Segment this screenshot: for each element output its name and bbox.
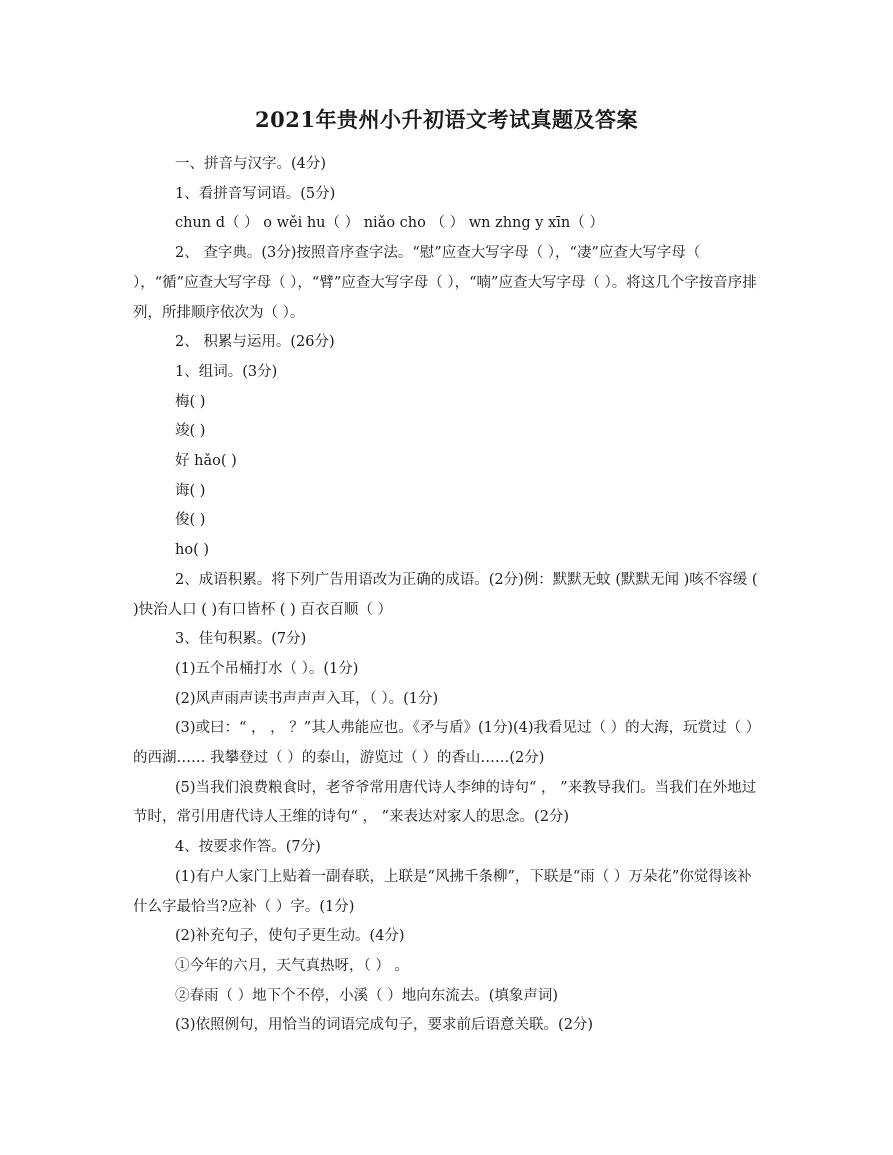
document-body (133, 150, 763, 1041)
question-dictionary: 2、 查字典。(3分)按照音序查字法。“慰”应查大写字母（ ），“凄”应查大写字母（ ），“循”应查大写字母（ ），“臂”应查大写字母（ ），“喃”应查大写字母（ ）。将这几个字按音序排列，所排顺序依次为（ ）。 (133, 245, 757, 321)
question-pinyin-words: 1、看拼音写词语。(5分) (175, 185, 336, 202)
pinyin-line: chun d（ ） o wěi hu（ ） niǎo cho （ ） wn zhng y xīn（ ） (175, 215, 604, 232)
word-item: 竣( ) (175, 423, 206, 440)
sentence-item: ①今年的六月，天气真热呀，（ ） 。 (175, 957, 409, 974)
word-item: 好 hǎo( ) (175, 453, 237, 470)
section-heading-pinyin: 一、拼音与汉字。(4分) (175, 156, 327, 172)
question-word-group: 1、组词。(3分) (175, 363, 278, 380)
page-title: 2021年贵州小升初语文考试真题及答案 (255, 107, 638, 132)
word-item: 俊( ) (175, 512, 206, 529)
section-heading-accumulation: 2、 积累与运用。(26分) (175, 334, 335, 351)
word-item: ho( ) (175, 542, 209, 559)
sentence-item: (3)依照例句，用恰当的词语完成句子，要求前后语意关联。(2分) (175, 1017, 594, 1034)
sentence-item: (2)补充句子，使句子更生动。(4分) (175, 928, 405, 945)
word-item: 诲( ) (175, 482, 206, 499)
sentence-item: (2)风声雨声读书声声声入耳，（ ）。(1分) (175, 690, 439, 707)
sentence-item: (1)有户人家门上贴着一副春联，上联是“风拂千条柳”，下联是“雨（ ）万朵花”你觉得该补什么字最恰当?应补（ ）字。(1分) (133, 868, 752, 915)
sentence-item: (1)五个吊桶打水（ ）。(1分) (175, 660, 359, 677)
sentence-item: (3)或曰：“ ， ， ？”其人弗能应也。《矛与盾》(1分)(4)我看见过（ ）的大海，玩赏过（ ）的西湖…… 我攀登过（ ）的泰山，游览过（ ）的香山……(2分) (133, 720, 761, 767)
question-answer-requirements: 4、按要求作答。(7分) (175, 839, 321, 856)
word-item: 梅( ) (175, 393, 206, 410)
sentence-item: (5)当我们浪费粮食时，老爷爷常用唐代诗人李绅的诗句“ ， ”来教导我们。当我们在外地过节时，常引用唐代诗人王维的诗句“ ， ”来表达对家人的思念。(2分) (133, 779, 757, 826)
question-sentences: 3、佳句积累。(7分) (175, 631, 307, 648)
question-idioms: 2、成语积累。将下列广告用语改为正确的成语。(2分)例：默默无蚊 (默默无闻 )咳不容缓 ( )快治人口 ( )有口皆杯 ( ) 百衣百顺（ ） (133, 571, 758, 618)
sentence-item: ②春雨（ ）地下个不停，小溪（ ）地向东流去。(填象声词) (175, 987, 559, 1004)
